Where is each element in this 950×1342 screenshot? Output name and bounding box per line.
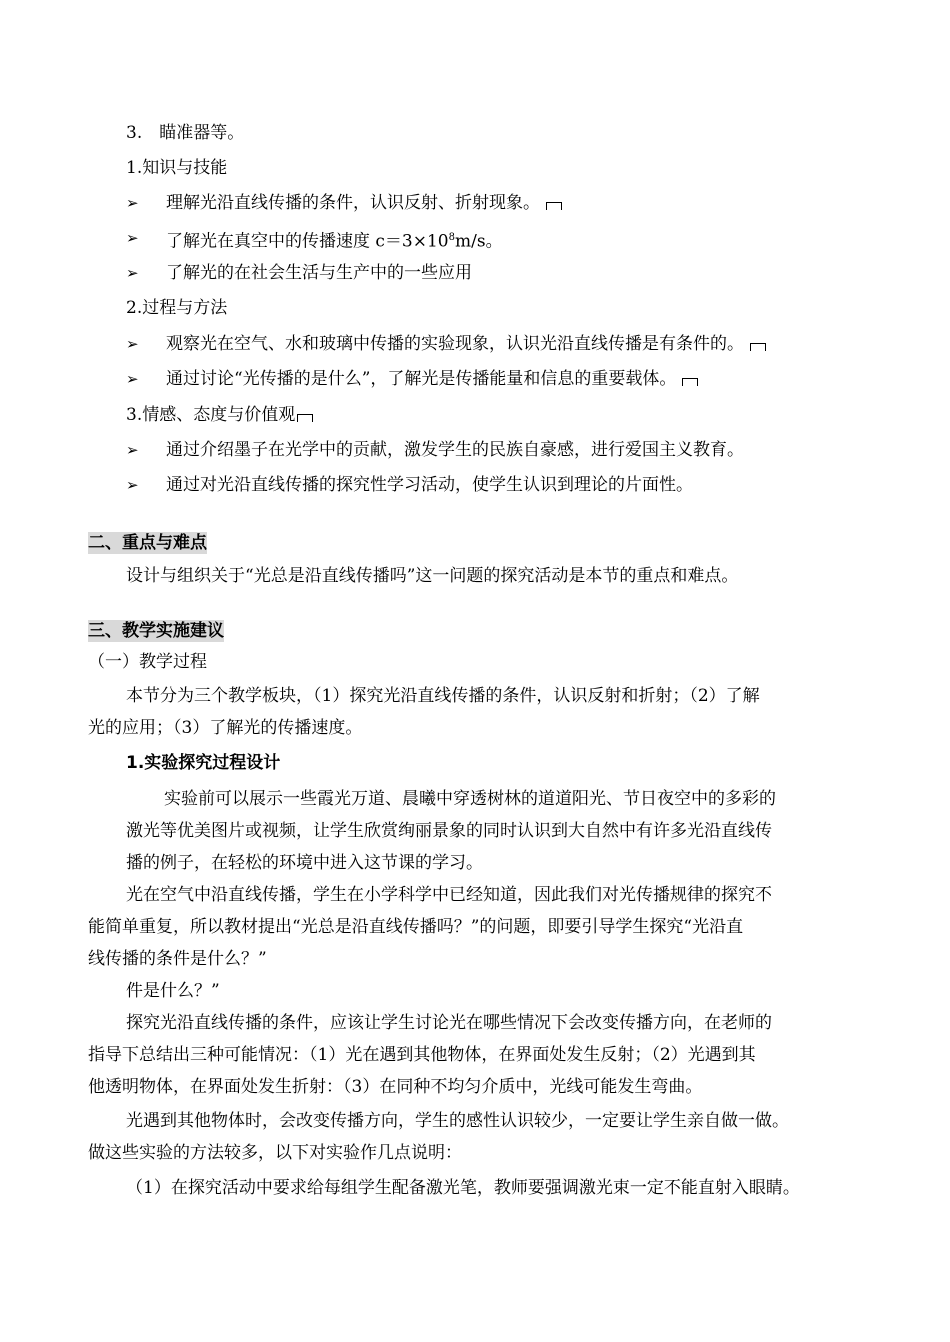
edit-mark-icon [546, 202, 562, 210]
subheading-process-method: 2.过程与方法 [126, 298, 228, 318]
paragraph-line: 指导下总结出三种可能情况：（1）光在遇到其他物体，在界面处发生反射；（2）光遇到其 [88, 1045, 756, 1065]
paragraph-line: 线传播的条件是什么？” [88, 949, 267, 969]
paragraph-line: 光的应用；（3）了解光的传播速度。 [88, 718, 363, 738]
subheading-knowledge-skills: 1.知识与技能 [126, 158, 228, 178]
bullet-item: 了解光的在社会生活与生产中的一些应用 [166, 263, 472, 283]
bullet-icon: ➢ [126, 476, 139, 494]
section-heading-teaching-suggestions: 三、教学实施建议 [88, 621, 224, 641]
bullet-item: 通过介绍墨子在光学中的贡献，激发学生的民族自豪感，进行爱国主义教育。 [166, 440, 744, 460]
paragraph-line: 光遇到其他物体时，会改变传播方向，学生的感性认识较少，一定要让学生亲自做一做。 [126, 1111, 789, 1131]
section-heading-key-points: 二、重点与难点 [88, 533, 207, 553]
bullet-icon: ➢ [126, 370, 139, 388]
bullet-icon: ➢ [126, 194, 139, 212]
edit-mark-icon [682, 378, 698, 386]
bullet-item: 了解光在真空中的传播速度 $c=3\times 10^8m/s$。 [166, 231, 503, 252]
bullet-item: 通过讨论“光传播的是什么”，了解光是传播能量和信息的重要载体。 [166, 368, 698, 390]
paragraph-line: 他透明物体，在界面处发生折射：（3）在同种不均匀介质中，光线可能发生弯曲。 [88, 1077, 703, 1097]
paragraph-line: 播的例子，在轻松的环境中进入这节课的学习。 [126, 853, 483, 873]
subheading-experiment-design: 1.实验探究过程设计 [126, 753, 281, 773]
paragraph-line: 做这些实验的方法较多，以下对实验作几点说明： [88, 1143, 462, 1163]
paragraph-line: 本节分为三个教学板块，（1）探究光沿直线传播的条件，认识反射和折射；（2）了解 [126, 686, 760, 706]
paragraph-line: （1）在探究活动中要求给每组学生配备激光笔，教师要强调激光束一定不能直射入眼睛。 [126, 1178, 800, 1198]
bullet-icon: ➢ [126, 229, 139, 247]
bullet-item: 观察光在空气、水和玻璃中传播的实验现象，认识光沿直线传播是有条件的。 [166, 333, 766, 355]
paragraph-line: 探究光沿直线传播的条件，应该让学生讨论光在哪些情况下会改变传播方向，在老师的 [126, 1013, 772, 1033]
bullet-item: 理解光沿直线传播的条件，认识反射、折射现象。 [166, 192, 562, 214]
paragraph-line: 件是什么？” [126, 981, 220, 1001]
paragraph-line: 光在空气中沿直线传播，学生在小学科学中已经知道，因此我们对光传播规律的探究不 [126, 885, 772, 905]
paragraph-line: 实验前可以展示一些霞光万道、晨曦中穿透树林的道道阳光、节日夜空中的多彩的 [164, 789, 776, 809]
bullet-icon: ➢ [126, 335, 139, 353]
subheading-values: 3.情感、态度与价值观 [126, 404, 313, 426]
bullet-item: 通过对光沿直线传播的探究性学习活动，使学生认识到理论的片面性。 [166, 475, 693, 495]
paragraph: 设计与组织关于“光总是沿直线传播吗”这一问题的探究活动是本节的重点和难点。 [126, 566, 739, 586]
paragraph-line: 激光等优美图片或视频，让学生欣赏绚丽景象的同时认识到大自然中有许多光沿直线传 [126, 821, 772, 841]
bullet-icon: ➢ [126, 264, 139, 282]
edit-mark-icon [297, 414, 313, 422]
edit-mark-icon [750, 343, 766, 351]
list-item-aimer: 3. 瞄准器等。 [126, 123, 245, 143]
bullet-icon: ➢ [126, 441, 139, 459]
subsection-heading: （一）教学过程 [88, 652, 207, 672]
paragraph-line: 能简单重复，所以教材提出“光总是沿直线传播吗？”的问题，即要引导学生探究“光沿直 [88, 917, 744, 937]
